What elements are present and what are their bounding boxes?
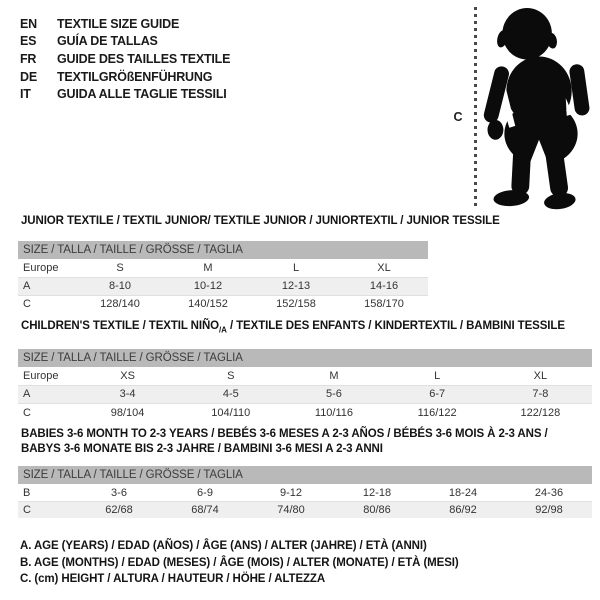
value-cell: S [116,261,124,274]
value-cell: 3-6 [111,486,127,499]
value-cell: 68/74 [191,504,219,517]
value-cell: 92/98 [535,504,563,517]
language-title: TEXTILGRÖßENFÜHRUNG [57,69,213,84]
size-header-cell: SIZE / TALLA / TAILLE / GRÖSSE / TAGLIA [18,466,592,484]
table-row [18,367,592,385]
toddler-silhouette [483,7,598,210]
value-cell: M [203,261,213,274]
language-list [20,15,230,103]
footnote-line: A. AGE (YEARS) / EDAD (AÑOS) / ÂGE (ANS) / ALTER (JAHRE) / ETÀ (ANNI) [20,540,427,552]
size-header-cell: SIZE / TALLA / TAILLE / GRÖSSE / TAGLIA [18,241,428,259]
size-header-row [18,241,428,259]
value-cell: 3-4 [119,388,136,401]
row-label-cell: Europe [23,261,59,274]
language-row [20,68,230,86]
size-table-title [21,427,586,457]
value-cell: 80/86 [363,504,391,517]
value-cell: L [292,261,300,274]
row-label-cell: A [23,388,31,401]
value-cell: 24-36 [534,486,564,499]
value-cell: 12-13 [281,280,311,292]
value-cell: XS [120,370,135,383]
table-row [18,277,428,295]
value-cell: 6-7 [429,388,446,401]
value-cell: 98/104 [110,406,145,419]
size-tables [18,214,594,518]
table-row [18,403,592,421]
value-cell: L [434,370,441,383]
value-cell: 14-16 [369,280,399,292]
value-cell: 18-24 [448,486,478,499]
value-cell: 74/80 [277,504,305,517]
value-cell: 122/128 [520,406,561,419]
title-segment: / TEXTILE DES ENFANTS / KINDERTEXTIL / BAMBINI TESSILE [226,320,565,332]
title-segment: /A [219,325,227,335]
size-header-row [18,466,592,484]
value-cell: 9-12 [279,486,303,499]
size-header-cell: SIZE / TALLA / TAILLE / GRÖSSE / TAGLIA [18,349,592,367]
size-table-title [21,214,594,229]
value-cell: 7-8 [532,388,549,401]
row-label-cell: C [23,406,31,419]
value-cell: XL [533,370,548,383]
language-row [20,85,230,103]
value-cell: 140/152 [188,298,228,311]
title-segment: BABIES 3-6 MONTH TO 2-3 YEARS / BEBÉS 3-6 MESES A 2-3 AÑOS / BÉBÉS 3-6 MOIS À 2-3 ANS / BABYS 3-6 MONATE BIS 2-3 JAHRE / BAMBINI 3-6 MESI A 2-3 ANNI [21,428,548,456]
language-code: IT [20,87,31,102]
row-label-cell: Europe [23,370,59,383]
value-cell: 10-12 [193,280,223,292]
language-code: EN [20,16,37,31]
size-table-title [21,319,594,337]
row-label-cell: B [23,486,31,499]
language-code: FR [20,51,37,66]
size-table-section-babies [18,427,594,518]
table-row [18,501,592,518]
value-cell: S [227,370,235,383]
size-table-babies [18,466,592,518]
footnotes [20,538,459,588]
value-cell: 5-6 [326,388,342,401]
footnote-line: B. AGE (MONTHS) / EDAD (MESES) / ÂGE (MOIS) / ALTER (MONATE) / ETÀ (MESI) [20,556,459,569]
size-table-children [18,349,592,421]
footnote-line: C. (cm) HEIGHT / ALTURA / HAUTEUR / HÖHE / ALTEZZA [20,573,326,585]
value-cell: 158/170 [364,298,404,311]
table-row [18,385,592,403]
language-title: GUÍA DE TALLAS [57,34,158,49]
row-label-cell: C [23,298,31,311]
size-table-section-children [18,319,594,421]
value-cell: 4-5 [222,388,239,401]
value-cell: 152/158 [276,298,316,311]
language-title: GUIDE DES TAILLES TEXTILE [57,51,231,66]
title-segment: CHILDREN'S TEXTILE / TEXTIL NIÑO [21,320,220,332]
value-cell: 12-18 [362,486,392,499]
value-cell: 128/140 [100,298,140,311]
language-row [20,15,230,33]
value-cell: 62/68 [105,504,133,517]
language-row [20,50,230,68]
value-cell: 86/92 [449,504,477,517]
value-cell: M [329,370,339,383]
row-label-cell: A [23,280,31,292]
language-title: GUIDA ALLE TAGLIE TESSILI [57,87,227,102]
row-label-cell: C [23,504,31,517]
table-row [18,295,428,313]
size-table-section-junior [18,214,594,313]
language-code: DE [20,69,37,84]
size-table-junior [18,241,428,313]
value-cell: 8-10 [108,280,132,292]
height-c-label: C [453,110,463,124]
value-cell: 6-9 [197,486,213,499]
table-row [18,259,428,277]
height-measure-dotted-line [474,7,477,209]
language-row [20,33,230,51]
language-code: ES [20,34,37,49]
size-header-row [18,349,592,367]
value-cell: 104/110 [211,406,251,419]
value-cell: 110/116 [314,406,354,419]
table-row [18,484,592,501]
language-title: TEXTILE SIZE GUIDE [57,16,180,31]
value-cell: 116/122 [417,406,457,419]
title-segment: JUNIOR TEXTILE / TEXTIL JUNIOR/ TEXTILE JUNIOR / JUNIORTEXTIL / JUNIOR TESSILE [21,215,500,227]
value-cell: XL [377,261,391,274]
